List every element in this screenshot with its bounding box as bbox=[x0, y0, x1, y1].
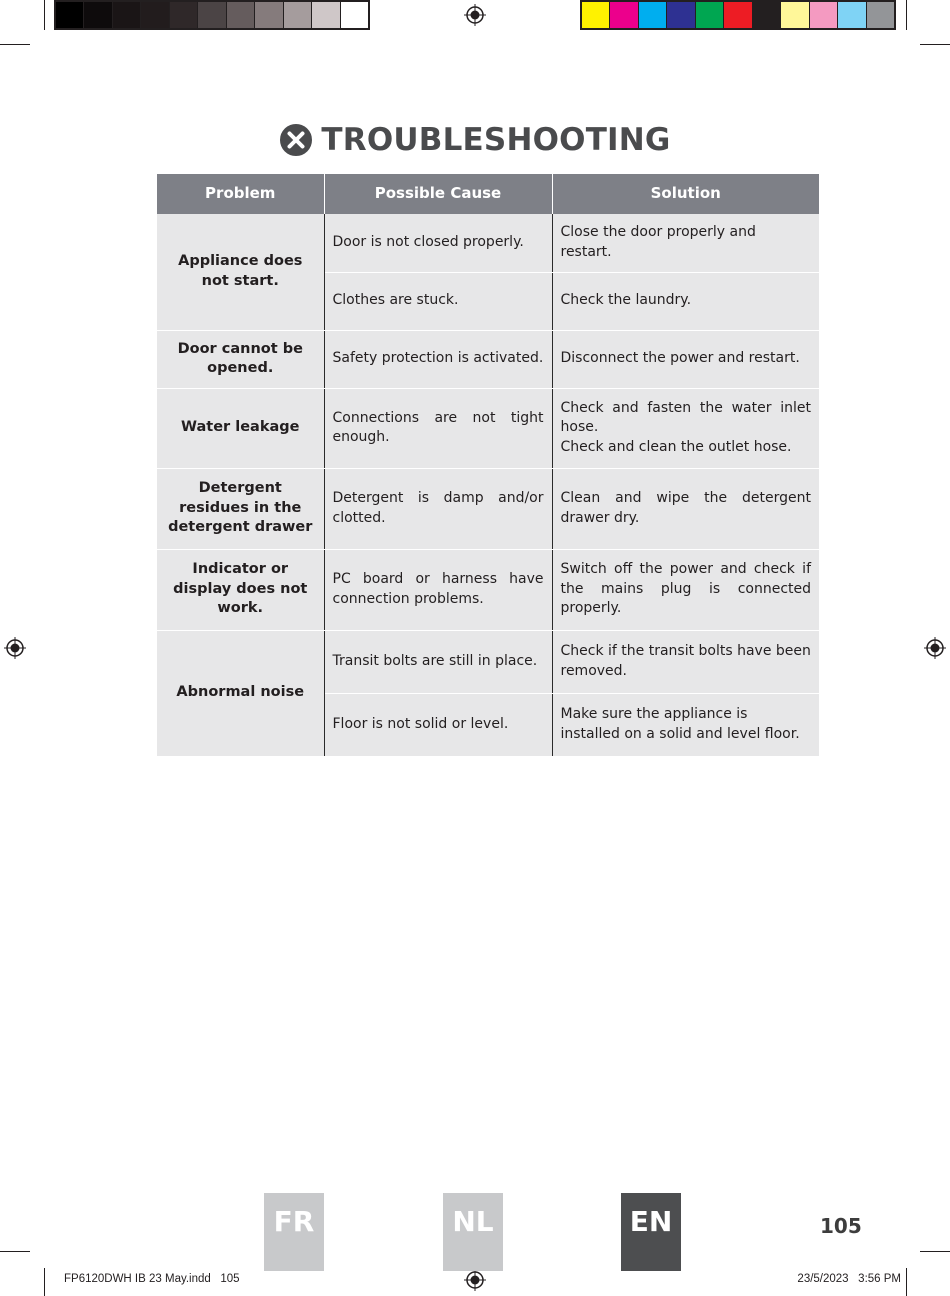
solution-cell: Close the door properly and restart. bbox=[552, 214, 819, 272]
color-swatch bbox=[667, 2, 695, 28]
color-swatch bbox=[198, 2, 226, 28]
troubleshooting-table bbox=[157, 174, 819, 757]
cause-cell: Floor is not solid or level. bbox=[324, 693, 552, 756]
problem-cell: Abnormal noise bbox=[157, 630, 324, 756]
color-swatch bbox=[582, 2, 610, 28]
registration-mark-icon bbox=[924, 637, 946, 659]
problem-cell: Door cannot be opened. bbox=[157, 330, 324, 388]
solution-cell: Check if the transit bolts have been removed. bbox=[552, 630, 819, 693]
solution-cell: Make sure the appliance is installed on a solid and level floor. bbox=[552, 693, 819, 756]
solution-cell: Clean and wipe the detergent drawer dry. bbox=[552, 468, 819, 549]
column-header: Possible Cause bbox=[324, 174, 552, 214]
color-swatch bbox=[724, 2, 752, 28]
solution-cell bbox=[552, 388, 819, 468]
language-tab-nl bbox=[443, 1193, 503, 1271]
cause-cell: Clothes are stuck. bbox=[324, 272, 552, 330]
color-swatch bbox=[781, 2, 809, 28]
color-swatch bbox=[810, 2, 838, 28]
process-color-bar bbox=[580, 0, 896, 30]
solution-line: Check and fasten the water inlet hose. bbox=[560, 399, 811, 436]
table-row bbox=[157, 630, 819, 693]
table-header-row bbox=[157, 174, 819, 214]
column-header: Solution bbox=[552, 174, 819, 214]
problem-cell: Water leakage bbox=[157, 388, 324, 468]
color-swatch bbox=[610, 2, 638, 28]
page-heading bbox=[0, 122, 950, 158]
registration-mark-icon bbox=[464, 4, 486, 26]
registration-mark-icon bbox=[4, 637, 26, 659]
crop-mark bbox=[44, 1268, 45, 1296]
crop-mark bbox=[44, 0, 45, 30]
table-row bbox=[157, 468, 819, 549]
cause-cell: Detergent is damp and/or clotted. bbox=[324, 468, 552, 549]
table-row bbox=[157, 549, 819, 630]
column-header: Problem bbox=[157, 174, 324, 214]
table-row bbox=[157, 388, 819, 468]
problem-cell: Indicator or display does not work. bbox=[157, 549, 324, 630]
color-swatch bbox=[141, 2, 169, 28]
page-number: 105 bbox=[820, 1214, 862, 1238]
registration-mark-icon bbox=[464, 1269, 486, 1291]
color-swatch bbox=[227, 2, 255, 28]
solution-cell: Disconnect the power and restart. bbox=[552, 330, 819, 388]
color-swatch bbox=[312, 2, 340, 28]
color-swatch bbox=[639, 2, 667, 28]
color-swatch bbox=[867, 2, 894, 28]
color-swatch bbox=[113, 2, 141, 28]
color-swatch bbox=[838, 2, 866, 28]
crop-mark bbox=[906, 1268, 907, 1296]
table-row bbox=[157, 330, 819, 388]
slug-file-info: FP6120DWH IB 23 May.indd 105 bbox=[64, 1273, 240, 1285]
cause-cell: PC board or harness have connection problems. bbox=[324, 549, 552, 630]
solution-line: Check and clean the outlet hose. bbox=[560, 438, 792, 455]
slug-date-info: 23/5/2023 3:56 PM bbox=[797, 1273, 901, 1285]
color-swatch bbox=[284, 2, 312, 28]
solution-cell: Check the laundry. bbox=[552, 272, 819, 330]
problem-cell: Appliance does not start. bbox=[157, 214, 324, 330]
color-swatch bbox=[170, 2, 198, 28]
language-tab-label: FR bbox=[273, 1205, 315, 1238]
close-circle-icon bbox=[279, 123, 313, 157]
cause-cell: Door is not closed properly. bbox=[324, 214, 552, 272]
color-swatch bbox=[341, 2, 368, 28]
table-row bbox=[157, 214, 819, 272]
color-swatch bbox=[753, 2, 781, 28]
color-swatch bbox=[56, 2, 84, 28]
cause-cell: Connections are not tight enough. bbox=[324, 388, 552, 468]
language-tab-label: NL bbox=[452, 1205, 494, 1238]
cause-cell: Transit bolts are still in place. bbox=[324, 630, 552, 693]
crop-mark bbox=[0, 44, 30, 45]
language-tab-en bbox=[621, 1193, 681, 1271]
color-swatch bbox=[84, 2, 112, 28]
problem-cell: Detergent residues in the detergent drawer bbox=[157, 468, 324, 549]
crop-mark bbox=[920, 1251, 950, 1252]
language-tab-label: EN bbox=[629, 1205, 673, 1238]
color-swatch bbox=[255, 2, 283, 28]
color-swatch bbox=[696, 2, 724, 28]
language-tab-fr bbox=[264, 1193, 324, 1271]
grayscale-color-bar bbox=[54, 0, 370, 30]
crop-mark bbox=[0, 1251, 30, 1252]
cause-cell: Safety protection is activated. bbox=[324, 330, 552, 388]
crop-mark bbox=[920, 44, 950, 45]
crop-mark bbox=[906, 0, 907, 30]
page-title: TROUBLESHOOTING bbox=[321, 122, 671, 158]
solution-cell: Switch off the power and check if the mains plug is connected properly. bbox=[552, 549, 819, 630]
